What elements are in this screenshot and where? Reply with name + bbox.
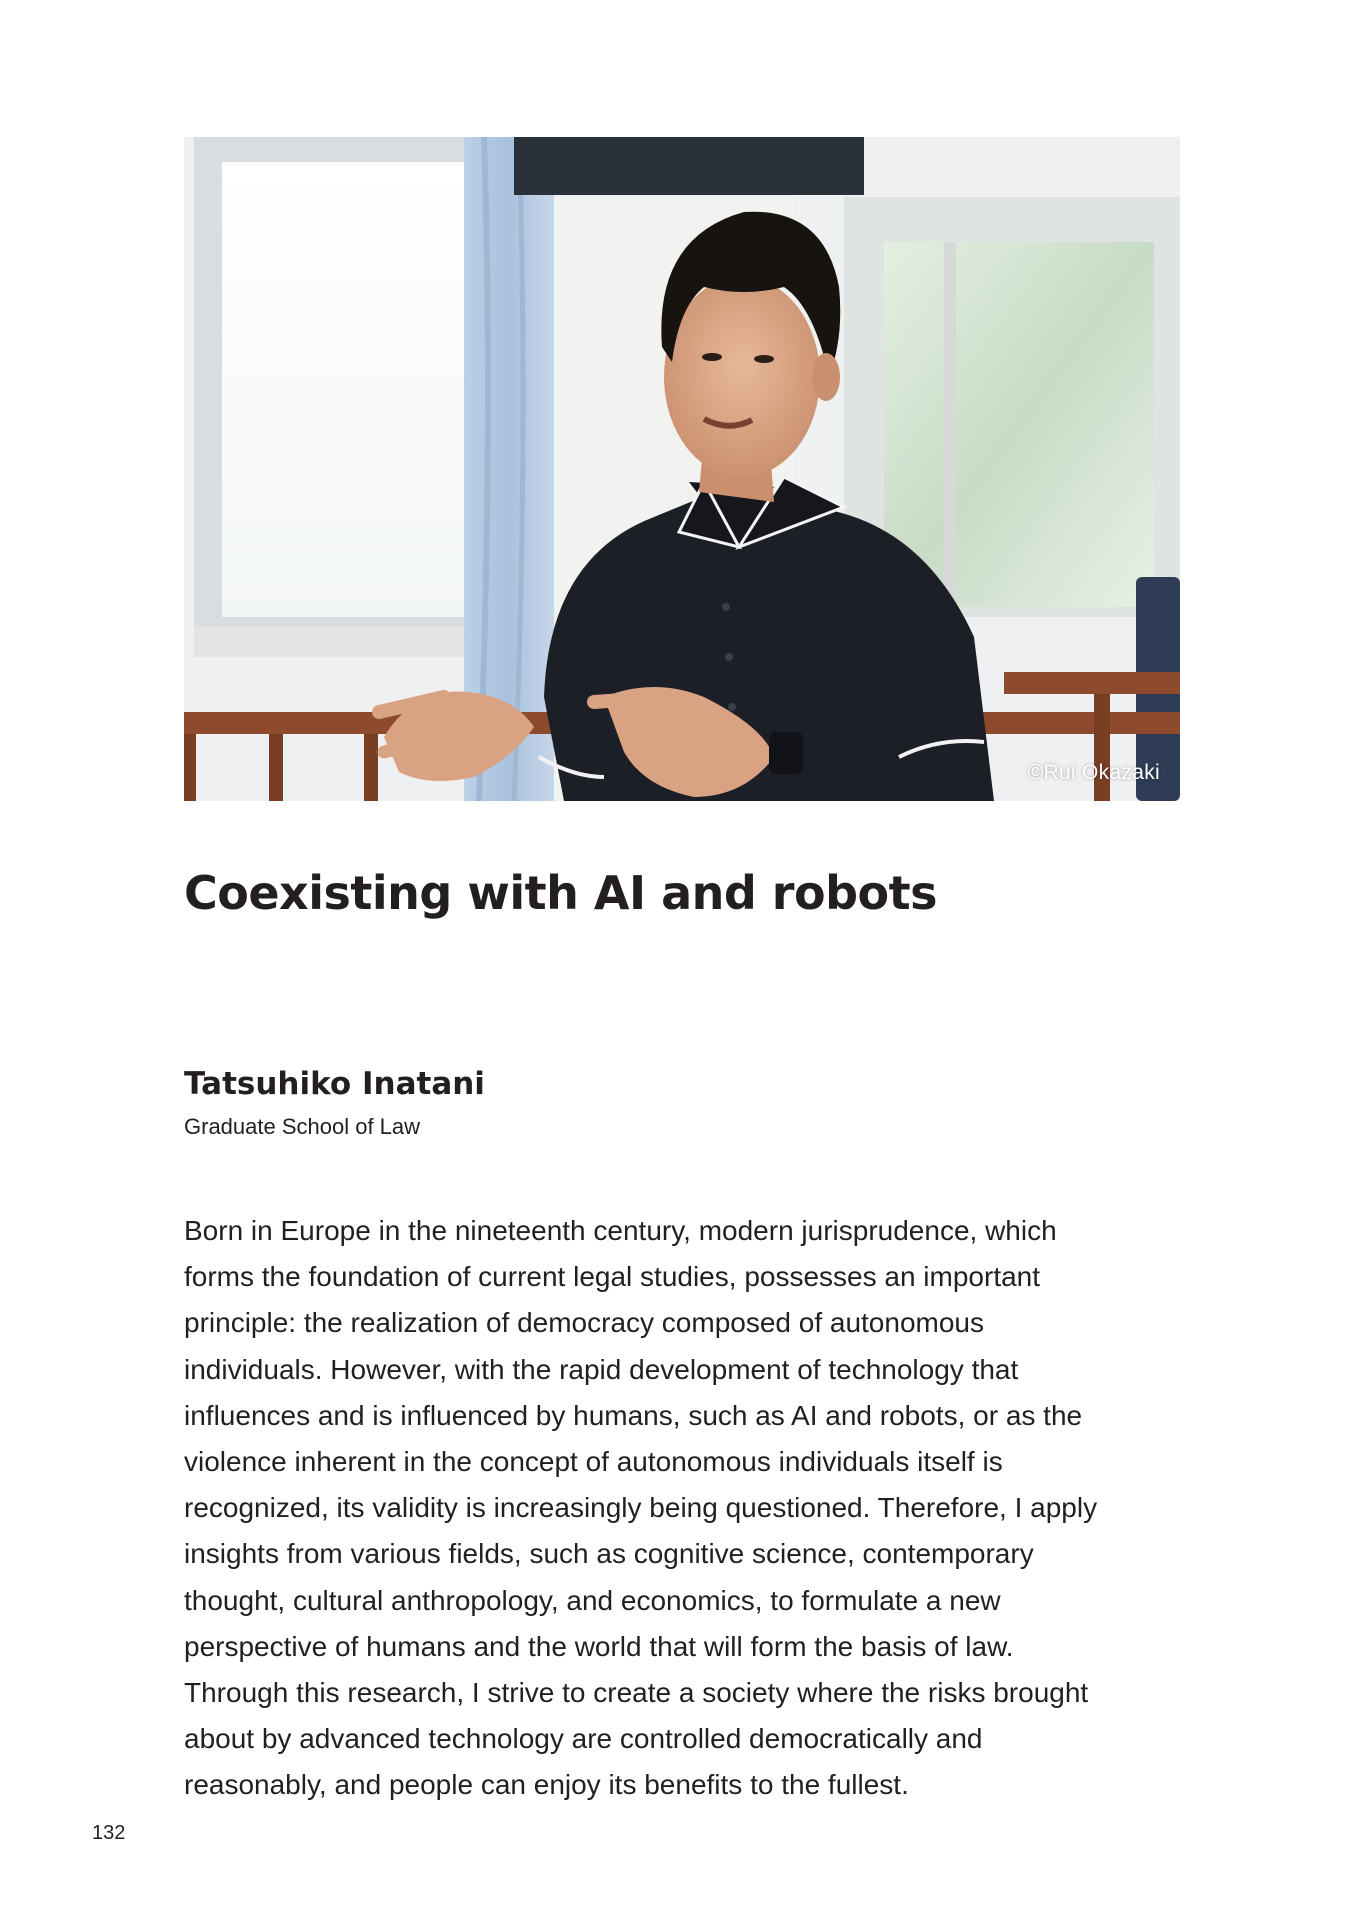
author-name: Tatsuhiko Inatani: [184, 1066, 485, 1102]
author-affiliation: Graduate School of Law: [184, 1114, 421, 1139]
portrait-photo: [184, 137, 1180, 801]
article-title: Coexisting with AI and robots: [184, 866, 937, 920]
body-line: influences and is influenced by humans, such as AI and robots, or as the: [184, 1399, 1083, 1431]
body-line: about by advanced technology are controlled democratically and: [184, 1723, 983, 1755]
body-line: Born in Europe in the nineteenth century, modern jurisprudence, which: [184, 1215, 1057, 1246]
body-line: insights from various fields, such as cognitive science, contemporary: [184, 1538, 1034, 1570]
body-line: perspective of humans and the world that will form the basis of law.: [184, 1630, 1014, 1662]
body-line: individuals. However, with the rapid development of technology that: [184, 1353, 1019, 1385]
body-line: principle: the realization of democracy composed of autonomous: [184, 1307, 984, 1339]
body-line: thought, cultural anthropology, and economics, to formulate a new: [184, 1584, 1001, 1616]
photo-credit: ©Rui Okazaki: [1027, 761, 1160, 784]
body-line: violence inherent in the concept of autonomous individuals itself is: [184, 1446, 1003, 1478]
body-line: forms the foundation of current legal studies, possesses an important: [184, 1261, 1041, 1293]
body-line: reasonably, and people can enjoy its benefits to the fullest.: [184, 1769, 909, 1801]
body-line: recognized, its validity is increasingly being questioned. Therefore, I apply: [184, 1492, 1098, 1524]
body-line: Through this research, I strive to create a society where the risks brought: [184, 1677, 1089, 1709]
page-number: 132: [92, 1822, 126, 1844]
article-body: [184, 1208, 1174, 1809]
